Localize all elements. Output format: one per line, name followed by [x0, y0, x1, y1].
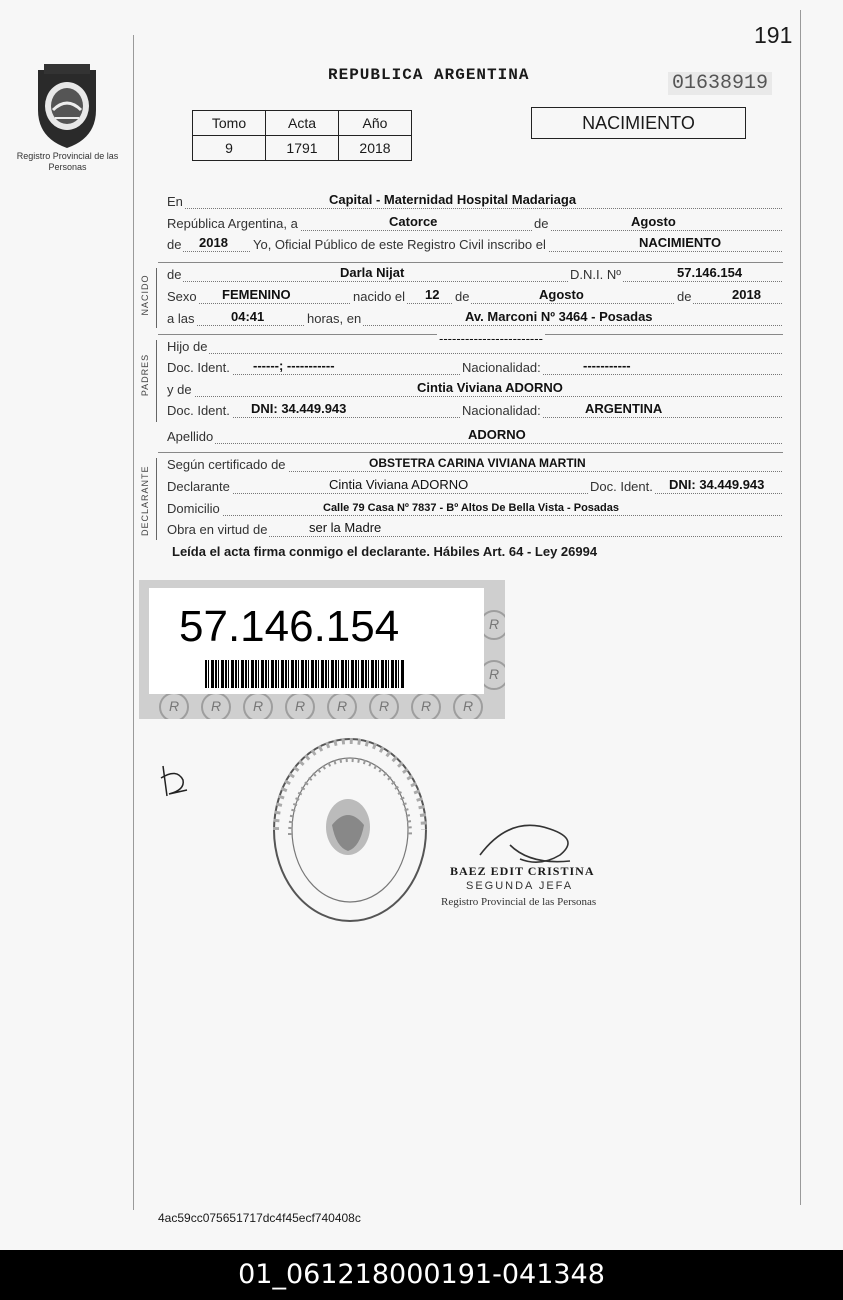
- act-type-value: NACIMIENTO: [639, 235, 722, 250]
- document-title: REPUBLICA ARGENTINA: [328, 66, 530, 84]
- pattern-mark: R: [479, 610, 505, 640]
- nacido-bracket: [156, 268, 157, 328]
- birth-month: Agosto: [539, 287, 584, 302]
- obra-row: [165, 520, 782, 540]
- separator: [158, 452, 783, 453]
- nacido-name-row: [165, 265, 782, 285]
- father-name: ------------------------: [439, 331, 543, 346]
- child-sex: FEMENINO: [222, 287, 291, 302]
- horas-label: horas, en: [307, 311, 362, 326]
- file-id-bar: 01_061218000191-041348: [0, 1250, 843, 1300]
- anio-value: 2018: [339, 136, 412, 161]
- child-name: Darla Nijat: [340, 265, 405, 280]
- y-de-label: y de: [167, 382, 192, 397]
- apellido-label: Apellido: [167, 429, 214, 444]
- mother-row: [165, 380, 782, 400]
- doc2-row: [165, 401, 782, 421]
- pattern-mark: R: [411, 692, 441, 719]
- republica-label: República Argentina, a: [167, 216, 298, 231]
- obra-value: ser la Madre: [309, 520, 382, 535]
- act-year-row: [165, 235, 782, 255]
- cert-label: Según certificado de: [167, 457, 286, 472]
- serial-number: 01638919: [668, 72, 772, 95]
- nacido-section-label: NACIDO: [140, 274, 150, 316]
- nacido-time-row: [165, 309, 782, 329]
- birth-year: 2018: [732, 287, 761, 302]
- official-stamp-icon: [270, 735, 430, 925]
- father-nationality: -----------: [583, 358, 631, 373]
- signer-name: BAEZ EDIT CRISTINA: [450, 864, 595, 878]
- cert-value: OBSTETRA CARINA VIVIANA MARTIN: [369, 456, 586, 470]
- de-year-label: de: [167, 237, 182, 252]
- father-doc: ------; -----------: [253, 358, 335, 373]
- nacido-el-label: nacido el: [353, 289, 406, 304]
- document-hash: 4ac59cc075651717dc4f45ecf740408c: [158, 1211, 361, 1225]
- birth-day: 12: [425, 287, 440, 302]
- declarante-doc: DNI: 34.449.943: [669, 477, 765, 492]
- nacido-birth-row: [165, 287, 782, 307]
- acta-value: 1791: [266, 136, 339, 161]
- dni-label: D.N.I. Nº: [570, 267, 621, 282]
- signer-role: SEGUNDA JEFA: [466, 880, 574, 892]
- doc1-row: [165, 358, 782, 378]
- pattern-mark: R: [327, 692, 357, 719]
- dni-label-card: [139, 580, 505, 719]
- domicilio-row: [165, 499, 782, 519]
- mother-name: Cintia Viviana ADORNO: [417, 380, 563, 395]
- act-date-row: [165, 214, 782, 234]
- act-day: Catorce: [389, 214, 438, 229]
- birth-time: 04:41: [231, 309, 265, 324]
- acta-header: Acta: [266, 111, 339, 136]
- pattern-mark: R: [369, 692, 399, 719]
- sexo-label: Sexo: [167, 289, 197, 304]
- mother-nationality: ARGENTINA: [585, 401, 663, 416]
- doc2-label: Doc. Ident.: [167, 403, 230, 418]
- padres-section-label: PADRES: [140, 353, 150, 397]
- separator: [158, 262, 783, 263]
- pattern-mark: R: [243, 692, 273, 719]
- pattern-mark: R: [453, 692, 483, 719]
- act-place-row: [165, 192, 782, 212]
- declarante-label: Declarante: [167, 479, 230, 494]
- oficial-text: Yo, Oficial Público de este Registro Civil inscribo el: [253, 237, 546, 252]
- pattern-mark: R: [201, 692, 231, 719]
- legal-note: Leída el acta firma conmigo el declarante. Hábiles Art. 64 - Ley 26994: [172, 544, 598, 559]
- act-place: Capital - Maternidad Hospital Madariaga: [329, 192, 577, 207]
- birth-place: Av. Marconi Nº 3464 - Posadas: [465, 309, 653, 324]
- declarante-value: Cintia Viviana ADORNO: [329, 477, 469, 492]
- domicilio-value: Calle 79 Casa Nº 7837 - Bº Altos De Bella Vista - Posadas: [323, 502, 620, 514]
- de-year-label-2: de: [677, 289, 692, 304]
- decl-doc-label: Doc. Ident.: [590, 479, 653, 494]
- a-las-label: a las: [167, 311, 195, 326]
- hijo-row: [165, 331, 782, 357]
- declarante-section-label: DECLARANTE: [140, 465, 150, 536]
- seal-caption: Registro Provincial de las Personas: [16, 151, 119, 172]
- pattern-mark: R: [479, 660, 505, 690]
- act-type-box: NACIMIENTO: [531, 107, 746, 139]
- barcode-icon: [205, 660, 405, 688]
- cert-row: [165, 455, 782, 475]
- dni-card-number: 57.146.154: [179, 602, 400, 651]
- left-margin-line: [133, 35, 134, 1210]
- de-month-label: de: [455, 289, 470, 304]
- pattern-mark: R: [285, 692, 315, 719]
- domicilio-label: Domicilio: [167, 501, 220, 516]
- child-dni: 57.146.154: [677, 265, 743, 280]
- tomo-value: 9: [193, 136, 266, 161]
- padres-bracket: [156, 340, 157, 422]
- act-year: 2018: [199, 235, 228, 250]
- right-margin-line: [800, 10, 801, 1205]
- signer-org: Registro Provincial de las Personas: [441, 896, 597, 908]
- en-label: En: [167, 194, 183, 209]
- register-table: [192, 110, 412, 161]
- initials-icon: [155, 760, 195, 800]
- act-month: Agosto: [631, 214, 676, 229]
- anio-header: Año: [339, 111, 412, 136]
- obra-label: Obra en virtud de: [167, 522, 268, 537]
- tomo-header: Tomo: [193, 111, 266, 136]
- declarante-bracket: [156, 458, 157, 540]
- page-number: 191: [754, 22, 793, 48]
- dni-inner: [149, 588, 484, 694]
- mother-doc: DNI: 34.449.943: [251, 401, 347, 416]
- apellido-row: [165, 427, 782, 447]
- de-name-label: de: [167, 267, 182, 282]
- nac2-label: Nacionalidad:: [462, 403, 541, 418]
- nac1-label: Nacionalidad:: [462, 360, 541, 375]
- hijo-label: Hijo de: [167, 339, 208, 354]
- pattern-mark: R: [159, 692, 189, 719]
- province-seal-icon: [30, 60, 104, 150]
- apellido-value: ADORNO: [468, 427, 526, 442]
- doc1-label: Doc. Ident.: [167, 360, 230, 375]
- declarante-row: [165, 477, 782, 497]
- de-label: de: [534, 216, 549, 231]
